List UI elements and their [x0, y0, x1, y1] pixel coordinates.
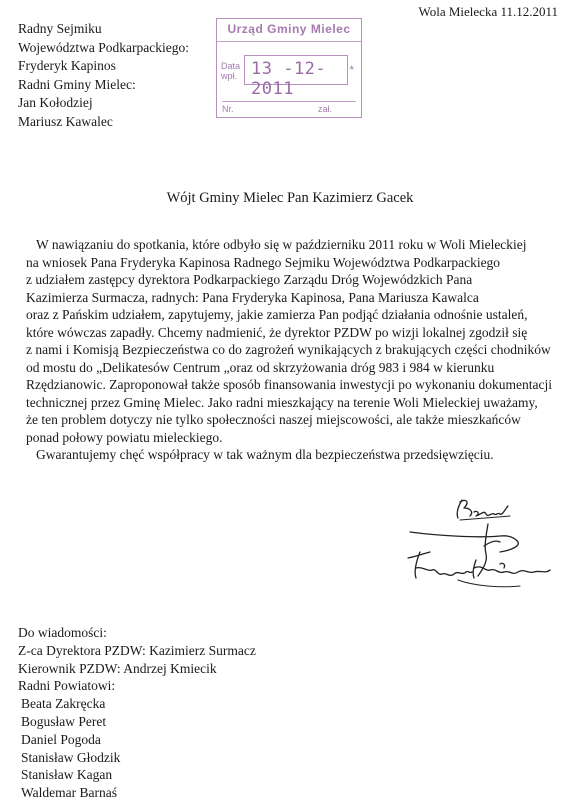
- stamp-title: Urząd Gminy Mielec: [227, 22, 351, 36]
- cc-block: [18, 624, 256, 802]
- body-line: W nawiązaniu do spotkania, które odbyło się w październiku 2011 roku w Woli Mieleckiej: [36, 237, 527, 252]
- councillor-name: Stanisław Głodzik: [21, 749, 121, 765]
- body-line: ponad połowy powiatu mieleckiego.: [26, 429, 223, 445]
- stamp-divider: [217, 41, 361, 42]
- stamp-nr-label: Nr.: [222, 104, 234, 114]
- body-line: które wówczas zapadły. Chcemy nadmienić, że dyrektor PZDW po wizji lokalnej zgodził się: [26, 324, 528, 340]
- councillor-name: Stanisław Kagan: [21, 767, 113, 783]
- councillor-name: Daniel Pogoda: [21, 731, 101, 747]
- body-line: że ten problem dotyczy nie tylko społeczności naszej miejscowości, ale także mieszkańców: [26, 412, 521, 427]
- letter-body: [26, 236, 558, 464]
- sender-line: Jan Kołodziej: [18, 95, 93, 111]
- stamp-date: 13 -12- 2011: [251, 59, 327, 99]
- councillor-name: Beata Zakręcka: [21, 696, 106, 712]
- body-line: oraz z Pańskim udziałem, zapytujemy, jakie zamierza Pan podjąć działania odnośnie ustaleń,: [26, 307, 528, 322]
- body-line: Kazimierza Surmacza, radnych: Pana Fryderyka Kapinosa, Pana Mariusza Kawalca: [26, 289, 479, 305]
- councillor-name: Waldemar Barnaś: [21, 785, 117, 801]
- date-line: Wola Mielecka 11.12.2011: [418, 4, 558, 19]
- cc-line: Z-ca Dyrektora PZDW: Kazimierz Surmacz: [18, 642, 256, 658]
- body-line: technicznej przez Gminę Mielec. Jako radni mieszkający na terenie Woli Mieleckiej uważamy,: [26, 394, 538, 410]
- stamp-zal-label: zał.: [317, 104, 332, 114]
- body-line: z udziałem zastępcy dyrektora Podkarpackiego Zarządu Dróg Wojewódzkich Pana: [26, 272, 473, 287]
- cc-line: Radni Powiatowi:: [18, 678, 116, 694]
- handwritten-signatures: [400, 492, 570, 612]
- sender-line: Fryderyk Kapinos: [18, 58, 116, 74]
- body-line: od mostu do „Delikatesów Centrum „oraz od skrzyżowania dróg 983 i 984 w kierunku: [26, 359, 495, 375]
- recipient-heading: Wójt Gminy Mielec Pan Kazimierz Gacek: [166, 190, 414, 206]
- body-line: na wniosek Pana Fryderyka Kapinosa Radnego Sejmiku Województwa Podkarpackiego: [26, 254, 501, 270]
- closing-line: Gwarantujemy chęć współpracy w tak ważnym dla bezpieczeństwa przedsięwzięciu.: [36, 447, 494, 462]
- sender-line: Radni Gminy Mielec:: [18, 76, 136, 92]
- stamp-bottom-line: [222, 101, 356, 114]
- senders-block: [18, 20, 189, 132]
- signatures-drawing: [400, 492, 570, 612]
- sender-line: Radny Sejmiku: [18, 21, 102, 36]
- cc-heading: Do wiadomości:: [18, 625, 107, 640]
- body-line: z nami i Komisją Bezpieczeństwa co do zagrożeń wynikających z brakujących części chodników: [26, 342, 551, 357]
- sender-line: Mariusz Kawalec: [18, 113, 113, 129]
- sender-line: Województwa Podkarpackiego:: [18, 39, 189, 55]
- stamp-star: *: [349, 63, 354, 77]
- cc-line: Kierownik PZDW: Andrzej Kmiecik: [18, 660, 217, 676]
- councillor-name: Bogusław Peret: [21, 713, 107, 729]
- office-received-stamp: [216, 18, 362, 118]
- stamp-label: Data wpł.: [221, 61, 241, 81]
- body-line: Rzędzianowic. Zaproponował także sposób finansowania inwestycji po wykonaniu dokumentacji: [26, 377, 552, 392]
